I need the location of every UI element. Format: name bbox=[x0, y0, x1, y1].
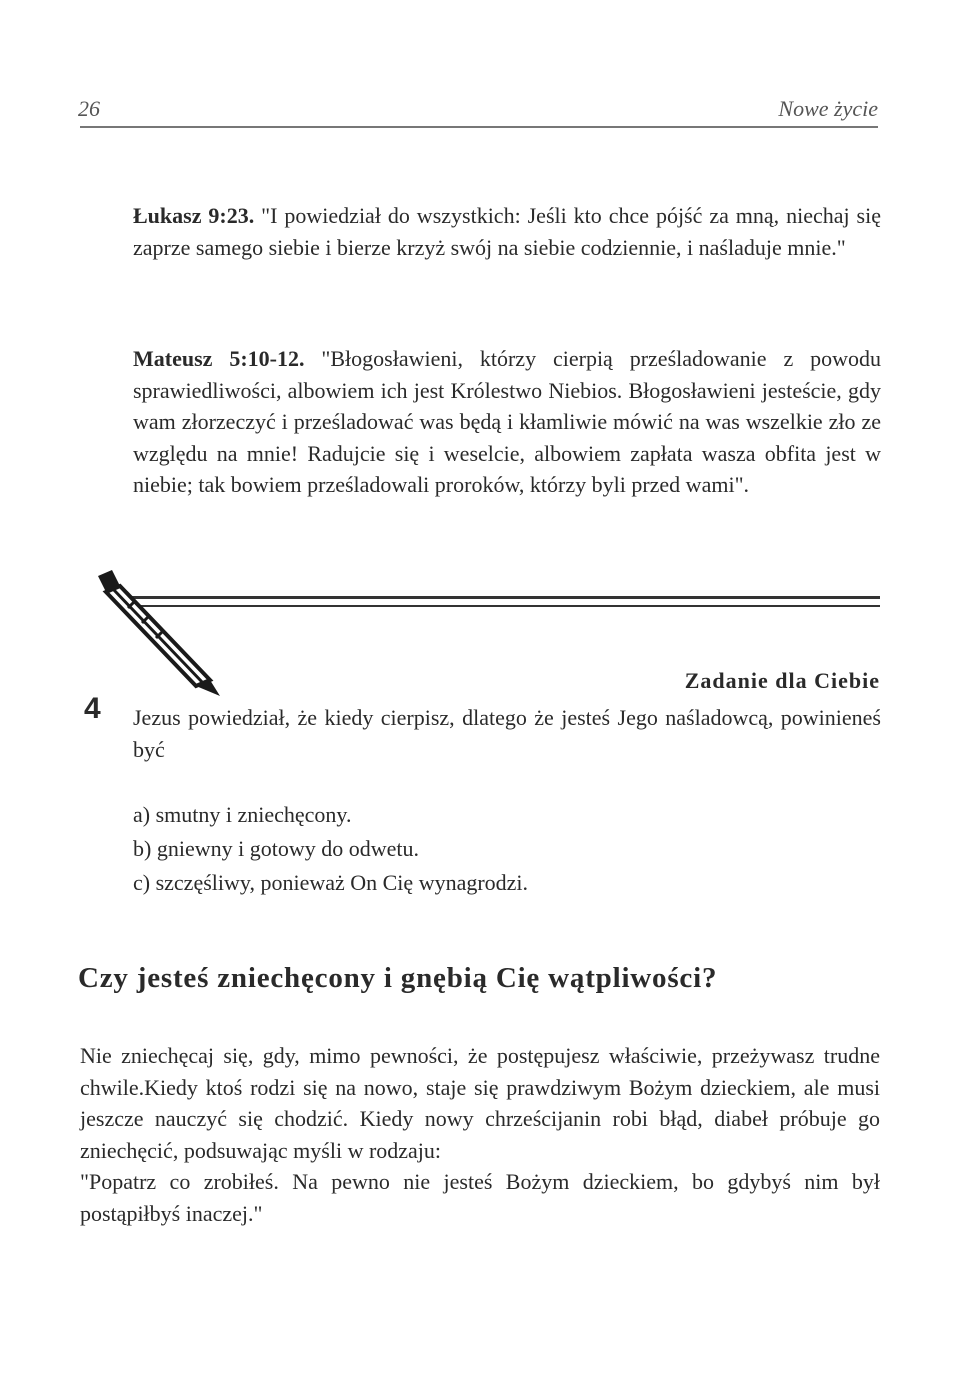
verse-reference: Mateusz 5:10-12. bbox=[133, 346, 305, 371]
verse-text: "I powiedział do wszystkich: Jeśli kto chce pójść za mną, niechaj się zaprze samego siebie i bierze krzyż swój na siebie codziennie, i naśladuje mnie." bbox=[133, 203, 881, 260]
running-header bbox=[78, 96, 878, 126]
answer-options bbox=[133, 798, 881, 900]
task-heading: Zadanie dla Ciebie bbox=[684, 668, 880, 693]
answer-option-a: a) smutny i zniechęcony. bbox=[133, 802, 352, 827]
answer-option-b: b) gniewny i gotowy do odwetu. bbox=[133, 836, 419, 861]
verse-matthew bbox=[133, 343, 881, 501]
pencil-icon bbox=[88, 560, 238, 700]
verse-text: "Błogosławieni, którzy cierpią prześladowanie z powodu sprawiedliwości, albowiem ich jest Królestwo Niebios. Błogosławieni jesteście, gdy wam złorzeczyć i prześladować was będą i kłamliwie mówić na was wszelkie zło ze względu na mnie! Radujcie się i weselcie, albowiem zapłata wasza obfita jest w niebie; tak bowiem prześladowali proroków, którzy byli przed wami". bbox=[133, 346, 882, 497]
section-title: Czy jesteś zniechęcony i gnębią Cię wątpliwości? bbox=[78, 962, 718, 994]
task-question: Jezus powiedział, że kiedy cierpisz, dlatego że jesteś Jego naśladowcą, powinieneś być bbox=[133, 705, 881, 762]
page-number: 26 bbox=[78, 96, 100, 121]
header-rule bbox=[80, 126, 878, 128]
task-number: 4 bbox=[84, 692, 101, 725]
answer-option-c: c) szczęśliwy, ponieważ On Cię wynagrodzi. bbox=[133, 870, 529, 895]
section-paragraph: Nie zniechęcaj się, gdy, mimo pewności, że postępujesz właściwie, przeżywasz trudne chwile.Kiedy ktoś rodzi się na nowo, staje się prawdziwym Bożym dzieckiem, ale musi jeszcze nauczyć się chodzić. Kiedy nowy chrześcijanin robi błąd, diabeł próbuje go zniechęcić, podsuwając myśli w rodzaju: bbox=[80, 1043, 880, 1163]
task-separator bbox=[130, 594, 880, 624]
separator-line bbox=[130, 605, 880, 607]
section-quote: "Popatrz co zrobiłeś. Na pewno nie jesteś Bożym dzieckiem, bo gdybyś nim był postąpiłbyś inaczej." bbox=[80, 1169, 880, 1226]
separator-line bbox=[130, 596, 880, 599]
verse-luke bbox=[133, 200, 881, 263]
section-body bbox=[80, 1040, 880, 1229]
running-title: Nowe życie bbox=[778, 96, 878, 121]
verse-reference: Łukasz 9:23. bbox=[133, 203, 255, 228]
